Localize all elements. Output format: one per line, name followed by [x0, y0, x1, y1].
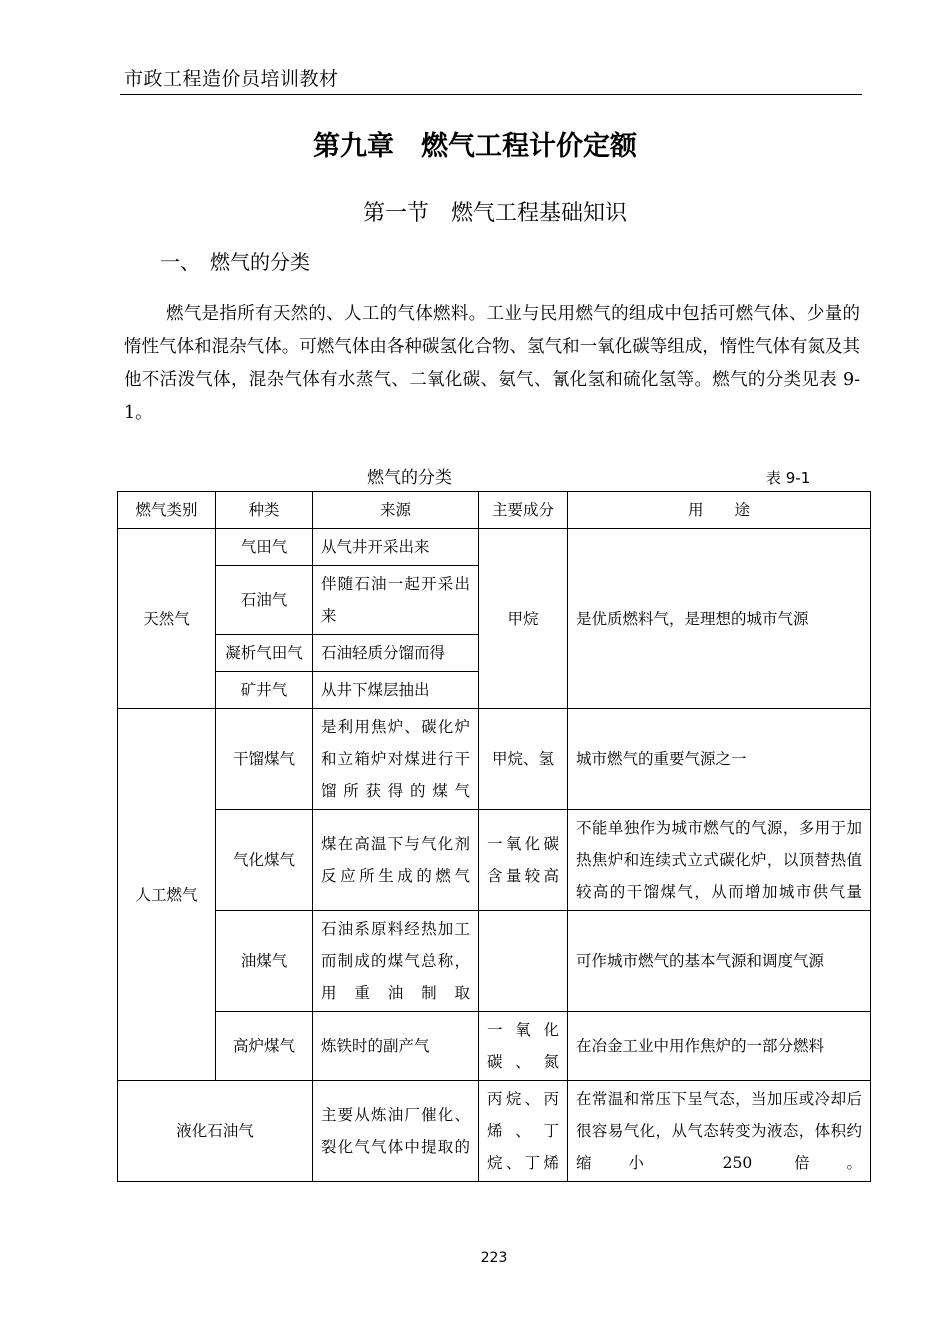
use-cell: 不能单独作为城市燃气的气源，多用于加热焦炉和连续式立式碳化炉，以顶替热值较高的干馏煤气，从而增加城市供气量 — [568, 810, 871, 911]
header-cell-category: 燃气类别 — [118, 492, 216, 529]
table-row — [118, 911, 871, 1012]
subsection-title: 一、 燃气的分类 — [160, 250, 310, 274]
type-cell: 气田气 — [216, 529, 313, 566]
component-cell: 甲烷 — [479, 529, 568, 709]
use-cell: 是优质燃料气，是理想的城市气源 — [568, 529, 871, 709]
table-row — [118, 1012, 871, 1081]
use-cell: 在冶金工业中用作焦炉的一部分燃料 — [568, 1012, 871, 1081]
page-number: 223 — [480, 1250, 508, 1266]
header-cell-use: 用 途 — [568, 492, 871, 529]
category-cell: 人工燃气 — [118, 709, 216, 1081]
source-cell: 是利用焦炉、碳化炉和立箱炉对煤进行干馏所获得的煤气 — [313, 709, 479, 810]
type-cell: 干馏煤气 — [216, 709, 313, 810]
table-number: 表 9-1 — [766, 469, 811, 487]
type-cell: 油煤气 — [216, 911, 313, 1012]
component-cell: 一氧化碳、氮 — [479, 1012, 568, 1081]
component-cell: 甲烷、氢 — [479, 709, 568, 810]
source-cell: 煤在高温下与气化剂反应所生成的燃气 — [313, 810, 479, 911]
source-cell: 伴随石油一起开采出来 — [313, 566, 479, 635]
component-cell: 丙烷、丙烯、丁烷、丁烯 — [479, 1081, 568, 1182]
source-cell: 从井下煤层抽出 — [313, 672, 479, 709]
type-cell: 凝析气田气 — [216, 635, 313, 672]
type-cell: 矿井气 — [216, 672, 313, 709]
running-header: 市政工程造价员培训教材 — [124, 68, 339, 90]
table-header-row — [118, 492, 871, 529]
gas-classification-table — [117, 491, 871, 1182]
header-rule — [120, 94, 862, 95]
type-cell: 石油气 — [216, 566, 313, 635]
table-row — [118, 709, 871, 810]
category-cell: 液化石油气 — [118, 1081, 313, 1182]
chapter-title: 第九章 燃气工程计价定额 — [313, 131, 637, 162]
component-cell: 一氧化碳含量较高 — [479, 810, 568, 911]
header-cell-component: 主要成分 — [479, 492, 568, 529]
use-cell: 在常温和常压下呈气态，当加压或冷却后很容易气化，从气态转变为液态，体积约缩小 250 倍。 — [568, 1081, 871, 1182]
type-cell: 气化煤气 — [216, 810, 313, 911]
table-row — [118, 810, 871, 911]
category-cell: 天然气 — [118, 529, 216, 709]
type-cell: 高炉煤气 — [216, 1012, 313, 1081]
table-row — [118, 1081, 871, 1182]
source-cell: 从气井开采出来 — [313, 529, 479, 566]
source-cell: 主要从炼油厂催化、裂化气气体中提取的 — [313, 1081, 479, 1182]
use-cell: 城市燃气的重要气源之一 — [568, 709, 871, 810]
header-cell-type: 种类 — [216, 492, 313, 529]
source-cell: 石油轻质分馏而得 — [313, 635, 479, 672]
component-cell — [479, 911, 568, 1012]
source-cell: 石油系原料经热加工而制成的煤气总称，用重油制取 — [313, 911, 479, 1012]
source-cell: 炼铁时的副产气 — [313, 1012, 479, 1081]
use-cell: 可作城市燃气的基本气源和调度气源 — [568, 911, 871, 1012]
table-row — [118, 529, 871, 566]
header-cell-source: 来源 — [313, 492, 479, 529]
body-paragraph: 燃气是指所有天然的、人工的气体燃料。工业与民用燃气的组成中包括可燃气体、少量的惰性气体和混杂气体。可燃气体由各种碳氢化合物、氢气和一氧化碳等组成，惰性气体有氮及其他不活泼气体，混杂气体有水蒸气、二氧化碳、氨气、氰化氢和硫化氢等。燃气的分类见表 9-1。 — [124, 304, 860, 423]
section-title: 第一节 燃气工程基础知识 — [362, 201, 627, 226]
table-caption: 燃气的分类 — [367, 468, 452, 488]
